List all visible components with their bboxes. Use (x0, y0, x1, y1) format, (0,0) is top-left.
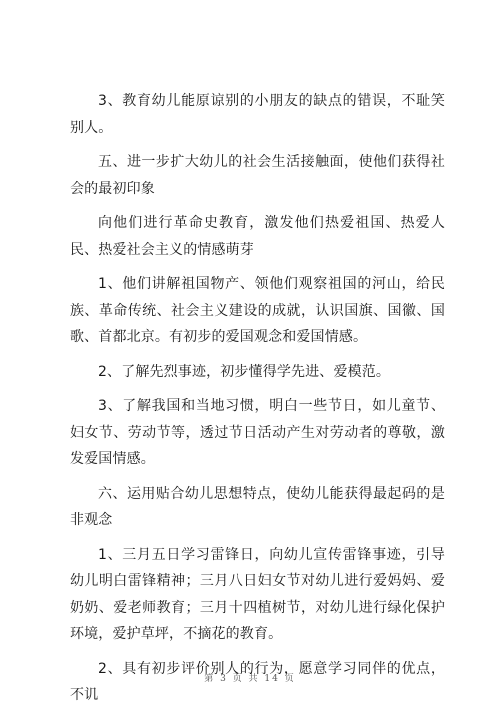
paragraph-4: 2、了解先烈事迹，初步懂得学先进、爱模范。 (98, 363, 391, 380)
section-heading-6: 六、运用贴合幼儿思想特点，使幼儿能获得最起码的是非观念 (70, 485, 445, 528)
paragraph-2: 向他们进行革命史教育，激发他们热爱祖国、热爱人民、热爱社会主义的情感萌芽 (70, 215, 445, 258)
page-number-footer: 第 3 页 共 14 页 (204, 674, 296, 684)
paragraph-7: 2、具有初步评价别人的行为，愿意学习同伴的优点，不讥 (70, 660, 445, 703)
paragraph-6: 1、三月五日学习雷锋日，向幼儿宣传雷锋事迹，引导幼儿明白雷锋精神；三月八日妇女节对幼儿进行爱妈妈、爱奶奶、爱老师教育；三月十四植树节，对幼儿进行绿化保护环境，爱护草坪，不摘花的教育。 (70, 546, 445, 642)
document-body (70, 88, 445, 717)
section-heading-5: 五、进一步扩大幼儿的社会生活接触面，使他们获得社会的最初印象 (70, 154, 445, 197)
paragraph-1: 3、教育幼儿能原谅别的小朋友的缺点的错误，不耻笑别人。 (70, 93, 445, 136)
paragraph-3: 1、他们讲解祖国物产、领他们观察祖国的河山，给民族、革命传统、社会主义建设的成就，认识国旗、国徽、国歌、首都北京。有初步的爱国观念和爱国情感。 (70, 276, 445, 345)
paragraph-5: 3、了解我国和当地习惯，明白一些节日，如儿童节、妇女节、劳动节等，透过节日活动产生对劳动者的尊敬，激发爱国情感。 (70, 398, 445, 467)
